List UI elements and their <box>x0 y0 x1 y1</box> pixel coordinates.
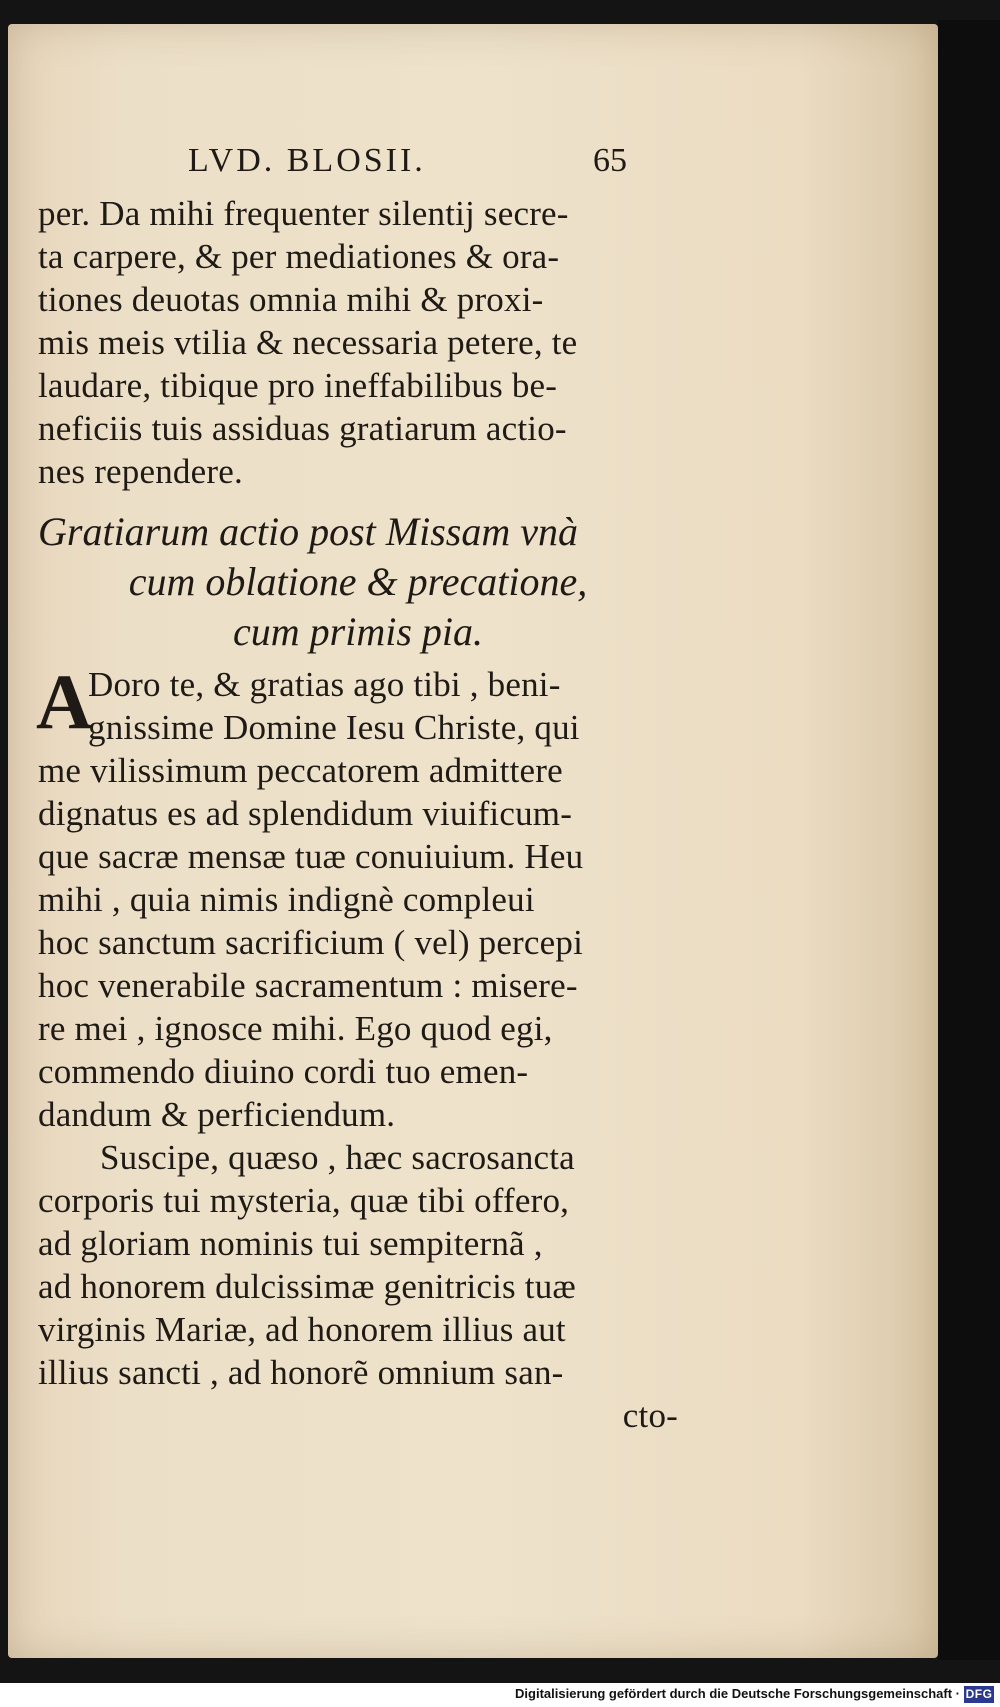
running-title: LVD. BLOSII. <box>188 142 426 179</box>
text-block <box>38 140 678 1437</box>
text-line: laudare, tibique pro ineffabilibus be- <box>38 366 558 405</box>
text-line: illius sancti , ad honorẽ omnium san- <box>38 1353 564 1392</box>
heading-line: Gratiarum actio post Missam vnà <box>38 509 578 554</box>
text-line: ta carpere, & per mediationes & ora- <box>38 237 560 276</box>
text-line: nes rependere. <box>38 452 243 491</box>
text-line: me vilissimum peccatorem admittere <box>38 751 563 790</box>
text-line: gnissime Domine Iesu Christe, qui <box>88 708 580 747</box>
text-line: mihi , quia nimis indignè compleui <box>38 880 535 919</box>
text-line: commendo diuino cordi tuo emen- <box>38 1052 529 1091</box>
text-line: neficiis tuis assiduas gratiarum actio- <box>38 409 567 448</box>
footer-bar <box>0 1683 1000 1707</box>
text-line: Suscipe, quæso , hæc sacrosancta <box>100 1138 575 1177</box>
text-line: corporis tui mysteria, quæ tibi offero, <box>38 1181 570 1220</box>
paragraph-with-drop-cap <box>36 658 678 1136</box>
drop-cap: A <box>36 658 93 745</box>
page-edge-shadow <box>938 20 1000 1660</box>
text-line: dignatus es ad splendidum viuificum- <box>38 794 573 833</box>
text-line: ad honorem dulcissimæ genitricis tuæ <box>38 1267 576 1306</box>
running-head <box>38 140 678 192</box>
text-line: hoc venerabile sacramentum : misere- <box>38 966 578 1005</box>
catchword: cto- <box>622 1396 678 1435</box>
text-line: re mei , ignosce mihi. Ego quod egi, <box>38 1009 553 1048</box>
text-line: mis meis vtilia & necessaria petere, te <box>38 323 578 362</box>
text-line: ad gloriam nominis tui sempiternã , <box>38 1224 543 1263</box>
section-heading <box>38 507 678 657</box>
text-line: per. Da mihi frequenter silentij secre- <box>38 194 569 233</box>
text-line: que sacræ mensæ tuæ conuiuium. Heu <box>38 837 584 876</box>
text-line: tiones deuotas omnia mihi & proxi- <box>38 280 544 319</box>
paragraph <box>38 1136 678 1394</box>
funding-credit: Digitalisierung gefördert durch die Deutsche Forschungsgemeinschaft · <box>515 1686 960 1701</box>
heading-line: cum primis pia. <box>233 609 483 654</box>
dfg-logo-icon: DFG <box>965 1687 993 1701</box>
paragraph-continued <box>38 192 678 493</box>
page-number: 65 <box>593 142 627 179</box>
text-line: dandum & perficiendum. <box>38 1095 396 1134</box>
heading-line: cum oblatione & precatione, <box>128 559 588 604</box>
text-line: Doro te, & gratias ago tibi , beni- <box>88 665 561 704</box>
text-line: virginis Mariæ, ad honorem illius aut <box>38 1310 566 1349</box>
text-line: hoc sanctum sacrificium ( vel) percepi <box>38 923 584 962</box>
